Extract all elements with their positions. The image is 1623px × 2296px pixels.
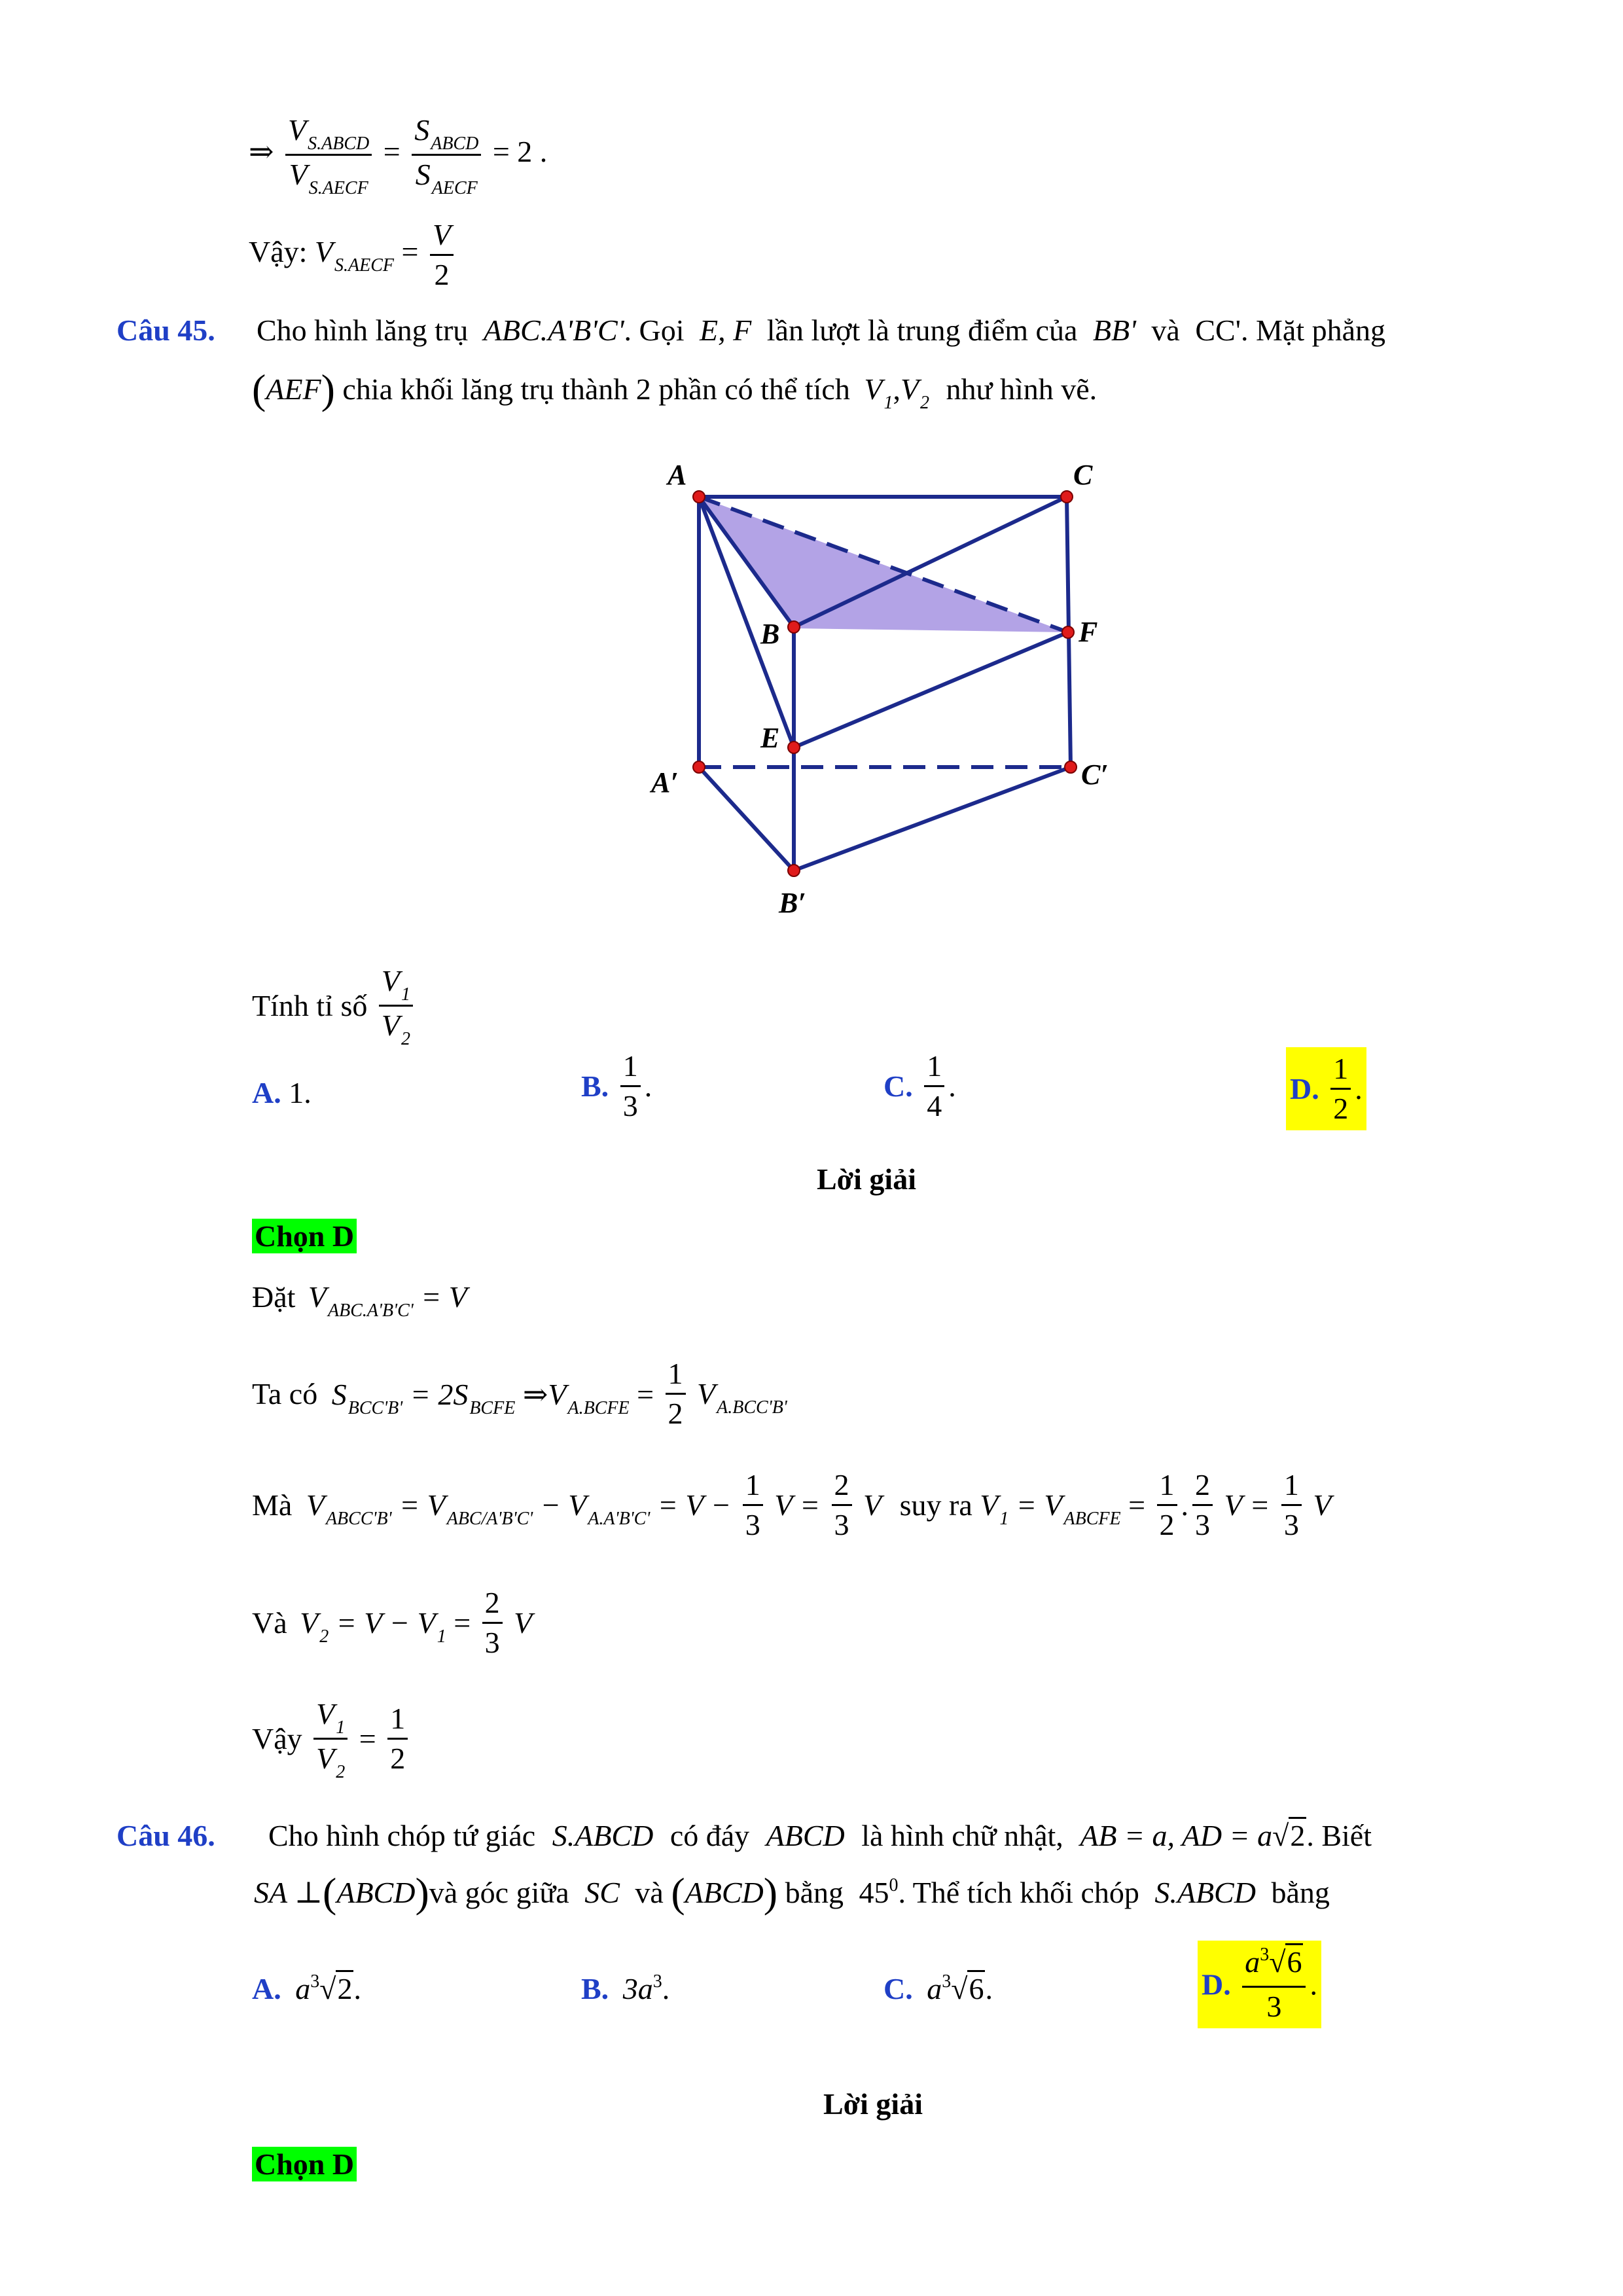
edge-b1c1 (794, 767, 1071, 870)
question-45-line1: Cho hình lăng trụ ABC.A'B'C'. Gọi E, F lần lượt là trung điểm của BB' và CC'. Mặt phẳng (257, 314, 1386, 347)
edge-ef (794, 632, 1068, 747)
question-45-line2: (AEF) chia khối lăng trụ thành 2 phần có thể tích $V_1,V_2$ như hình vẽ. (252, 366, 1097, 413)
label-c: C (1073, 459, 1093, 491)
q45-solution-title: Lời giải (817, 1162, 916, 1196)
q45-step-3: Mà $V_{ABCC'B'} = V_{ABC/A'B'C'} - V_{A.A'B'C'} = V$ − $\frac{1}{3}$ V = $\frac{2}{3}$ V suy ra $V_1 = V_{ABCFE}$ = $\frac{1}{2}$ . $\frac{2}{3}$ V = $\frac{1}{3}$ V (252, 1466, 1331, 1544)
label-b: B (760, 618, 780, 650)
q45-step-1: Đặt $V_{ABC.A'B'C'} = V$ (252, 1280, 467, 1321)
question-45-ask: Tính tỉ số $\frac{V_1}{V_2}$ (252, 962, 417, 1049)
point-f (1062, 626, 1074, 638)
label-c1: C′ (1081, 759, 1109, 791)
q46-option-a[interactable]: A. $a^3√2$. (252, 1971, 361, 2005)
label-a1: A′ (651, 766, 679, 798)
q45-option-b[interactable]: B. $\frac{1}{3}$ . (581, 1047, 652, 1125)
q45-choice: Chọn D (252, 1219, 357, 1253)
point-b1 (788, 865, 800, 876)
section-plane-aef (699, 497, 1067, 632)
point-a (693, 491, 705, 503)
label-b1: B′ (779, 887, 806, 919)
edge-a1b1 (699, 767, 794, 870)
ratio-frac-area: $\frac{S_{ABCD}}{S_{AECF}}$ (412, 111, 481, 198)
point-e (788, 742, 800, 753)
ratio-equation: ⇒ $\frac{V_{S.ABCD}}{V_{S.AECF}}$ = $\frac{S_{ABCD}}{S_{AECF}}$ = 2 . (249, 111, 547, 198)
q46-option-b[interactable]: B. $3a^3$. (581, 1971, 670, 2005)
label-a: A (668, 459, 687, 491)
question-45-label: Câu 45. (116, 314, 215, 347)
label-f: F (1079, 616, 1098, 648)
q45-option-a[interactable]: A. 1. (252, 1076, 312, 1109)
point-c1 (1065, 761, 1077, 773)
point-a1 (693, 761, 705, 773)
q45-option-d[interactable]: D. $\frac{1}{2}$ . (1286, 1047, 1366, 1130)
q46-option-d[interactable]: D. $\frac{a^3√6}{3}$ . (1198, 1941, 1321, 2028)
question-46-line1: Cho hình chóp tứ giác S.ABCD có đáy ABCD là hình chữ nhật, AB = a, AD = a√2. Biết (268, 1818, 1372, 1853)
question-46-line2: SA ⊥(ABCD)và góc giữa SC và (ABCD) bằng $45^0$. Thể tích khối chóp S.ABCD bằng (254, 1869, 1330, 1916)
q46-option-c[interactable]: C. $a^3√6$. (883, 1971, 993, 2005)
q45-step-2: Ta có $S_{BCC'B'} = 2S_{BCFE}$ $\Rightarrow V_{A.BCFE}$ = $\frac{1}{2}$ $V_{A.BCC'B'}$ (252, 1355, 787, 1433)
label-e: E (760, 722, 780, 754)
q46-solution-title: Lời giải (823, 2087, 923, 2121)
q46-choice: Chọn D (252, 2147, 357, 2181)
q45-step-5: Vậy $\frac{V_1}{V_2}$ = $\frac{1}{2}$ (252, 1695, 412, 1782)
point-c (1061, 491, 1073, 503)
conclusion-line: Vậy: $V_{S.AECF}$ = $\frac{V}{2}$ (249, 216, 457, 294)
conclusion-frac: $\frac{V}{2}$ (430, 216, 454, 294)
point-b (788, 621, 800, 633)
question-46-label: Câu 46. (116, 1819, 215, 1852)
q45-option-c[interactable]: C. $\frac{1}{4}$ . (883, 1047, 956, 1125)
prism-figure (615, 445, 1126, 929)
q45-step-4: Và $V_2 = V - V_1$ = $\frac{2}{3}$ V (252, 1584, 532, 1662)
ratio-frac-volume: $\frac{V_{S.ABCD}}{V_{S.AECF}}$ (285, 111, 372, 198)
